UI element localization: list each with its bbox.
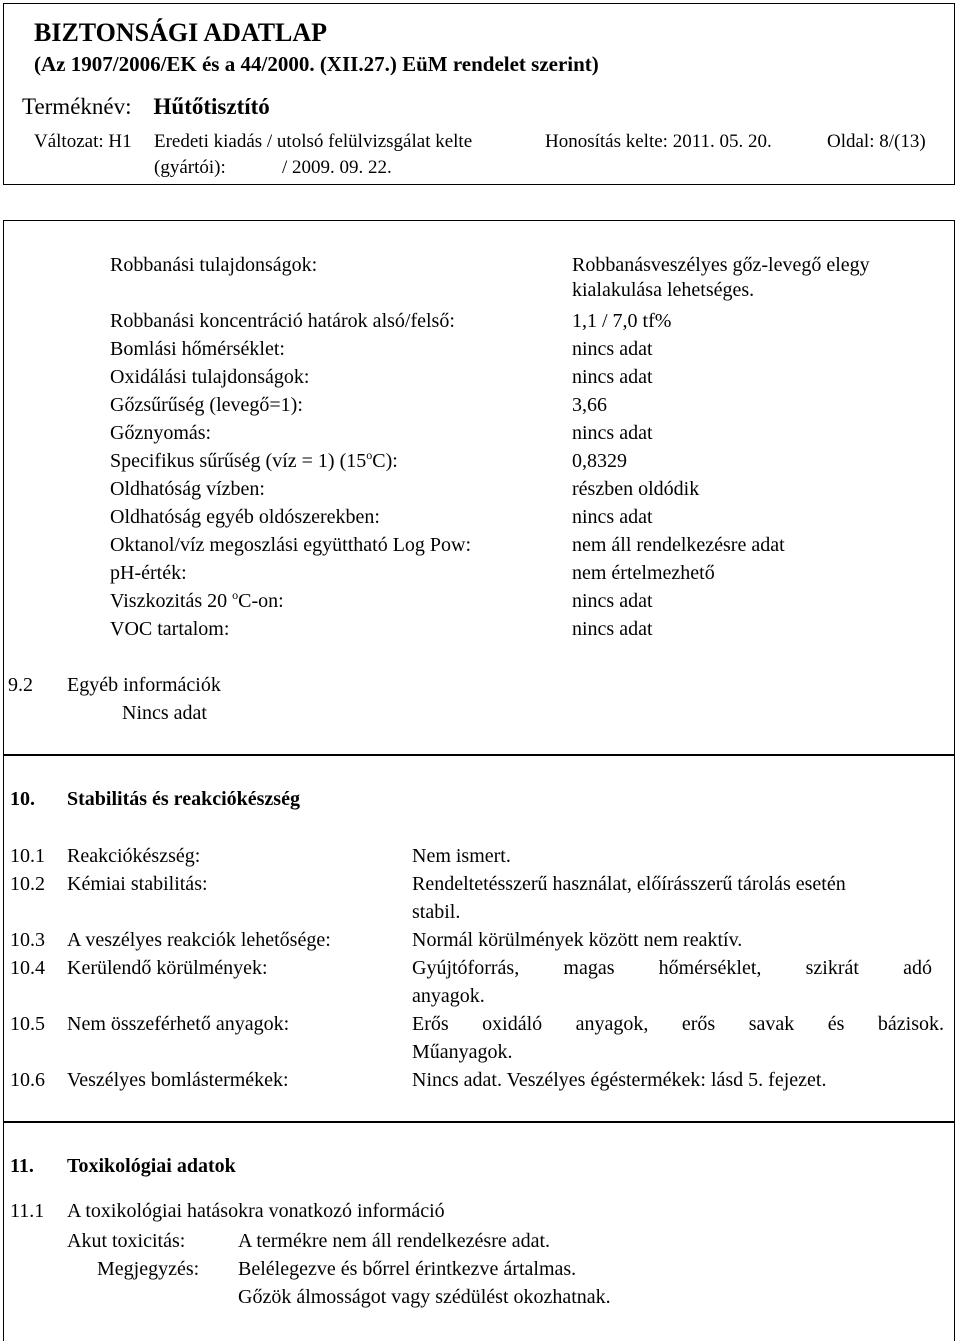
document-header — [3, 3, 955, 185]
item-number: 10.4 — [10, 957, 45, 979]
document-title: BIZTONSÁGI ADATLAP — [34, 18, 328, 47]
property-label: pH-érték: — [110, 562, 187, 584]
property-value: 3,66 — [572, 394, 607, 416]
property-value: részben oldódik — [572, 478, 700, 500]
issue-date: / 2009. 09. 22. — [282, 157, 392, 178]
section-9-2-text: Nincs adat — [122, 702, 207, 724]
item-label: Reakciókészség: — [67, 845, 201, 867]
acute-toxicity-value: A termékre nem áll rendelkezésre adat. — [238, 1230, 551, 1252]
property-label: Viszkozitás 20 $^o$C-on: — [110, 588, 284, 612]
property-label: VOC tartalom: — [110, 618, 230, 640]
item-number: 10.5 — [10, 1013, 45, 1035]
version: Változat: H1 — [34, 131, 132, 152]
property-label: Bomlási hőmérséklet: — [110, 338, 285, 360]
property-value: 1,1 / 7,0 tf% — [572, 310, 672, 332]
issue-label-2: (gyártói): — [154, 157, 226, 178]
section-10-title: Stabilitás és reakciókészség — [67, 788, 300, 810]
item-number: 10.2 — [10, 873, 45, 895]
section-10-number: 10. — [10, 788, 35, 810]
property-value: nincs adat — [572, 506, 653, 528]
note-value: Belélegezve és bőrrel érintkezve ártalmas. — [238, 1258, 577, 1280]
item-value: stabil. — [412, 901, 461, 923]
item-label: A veszélyes reakciók lehetősége: — [67, 929, 331, 951]
property-value: nem értelmezhető — [572, 562, 715, 584]
note-value: Gőzök álmosságot vagy szédülést okozhatnak. — [238, 1286, 611, 1308]
property-label: Oldhatóság vízben: — [110, 478, 265, 500]
property-label: Oldhatóság egyéb oldószerekben: — [110, 506, 380, 528]
item-value: Rendeltetésszerű használat, előírásszerű tárolás esetén — [412, 873, 846, 895]
item-number: 10.3 — [10, 929, 45, 951]
item-label: Kerülendő körülmények: — [67, 957, 268, 979]
localization-date: Honosítás kelte: 2011. 05. 20. — [545, 131, 772, 152]
property-label: Robbanási tulajdonságok: — [110, 254, 318, 276]
property-label: Specifikus sűrűség (víz = 1) (15$^o$C): — [110, 448, 398, 472]
property-label: Oktanol/víz megoszlási együttható Log Pow: — [110, 534, 472, 556]
item-number: 10.6 — [10, 1069, 45, 1091]
section-11-number: 11. — [10, 1155, 34, 1177]
property-label: Gőznyomás: — [110, 422, 212, 444]
product-label: Terméknév: — [22, 94, 132, 119]
property-label: Gőzsűrűség (levegő=1): — [110, 394, 303, 416]
item-value: Műanyagok. — [412, 1041, 513, 1063]
acute-toxicity-label: Akut toxicitás: — [67, 1230, 186, 1252]
product-name-line — [22, 94, 270, 120]
section-9-2-number: 9.2 — [8, 674, 33, 696]
issue-label: Eredeti kiadás / utolsó felülvizsgálat kelte — [154, 131, 473, 152]
property-value: nincs adat — [572, 590, 653, 612]
item-number: 10.1 — [10, 845, 45, 867]
product-name: Hűtőtisztító — [153, 94, 270, 119]
property-value: nincs adat — [572, 422, 653, 444]
item-label: Nem összeférhető anyagok: — [67, 1013, 290, 1035]
section-9-2-title: Egyéb információk — [67, 674, 221, 696]
property-value: nincs adat — [572, 366, 653, 388]
item-label: Veszélyes bomlástermékek: — [67, 1069, 289, 1091]
note-label: Megjegyzés: — [97, 1258, 200, 1280]
item-value: Nem ismert. — [412, 845, 511, 867]
item-value: Gyújtóforrás, magas hőmérséklet, szikrát adó — [412, 957, 932, 979]
section-11-title: Toxikológiai adatok — [67, 1155, 236, 1177]
property-value: nincs adat — [572, 618, 653, 640]
document-subtitle: (Az 1907/2006/EK és a 44/2000. (XII.27.) EüM rendelet szerint) — [34, 52, 599, 76]
physical-properties-box — [3, 220, 955, 755]
item-value: anyagok. — [412, 985, 485, 1007]
property-label: Oxidálási tulajdonságok: — [110, 366, 310, 388]
property-value: nem áll rendelkezésre adat — [572, 534, 785, 556]
page-number: Oldal: 8/(13) — [827, 131, 926, 152]
property-value: kialakulása lehetséges. — [572, 279, 755, 301]
subsection-title: A toxikológiai hatásokra vonatkozó információ — [67, 1200, 445, 1222]
property-value: 0,8329 — [572, 450, 627, 472]
stability-section — [3, 755, 955, 1122]
item-value: Nincs adat. Veszélyes égéstermékek: lásd 5. fejezet. — [412, 1069, 827, 1091]
toxicology-section — [3, 1122, 955, 1341]
item-value: Erős oxidáló anyagok, erős savak és bázisok. — [412, 1013, 944, 1035]
item-value: Normál körülmények között nem reaktív. — [412, 929, 743, 951]
item-label: Kémiai stabilitás: — [67, 873, 208, 895]
property-value: Robbanásveszélyes gőz-levegő elegy — [572, 254, 870, 276]
property-value: nincs adat — [572, 338, 653, 360]
subsection-number: 11.1 — [10, 1200, 45, 1222]
property-label: Robbanási koncentráció határok alsó/felső: — [110, 310, 455, 332]
